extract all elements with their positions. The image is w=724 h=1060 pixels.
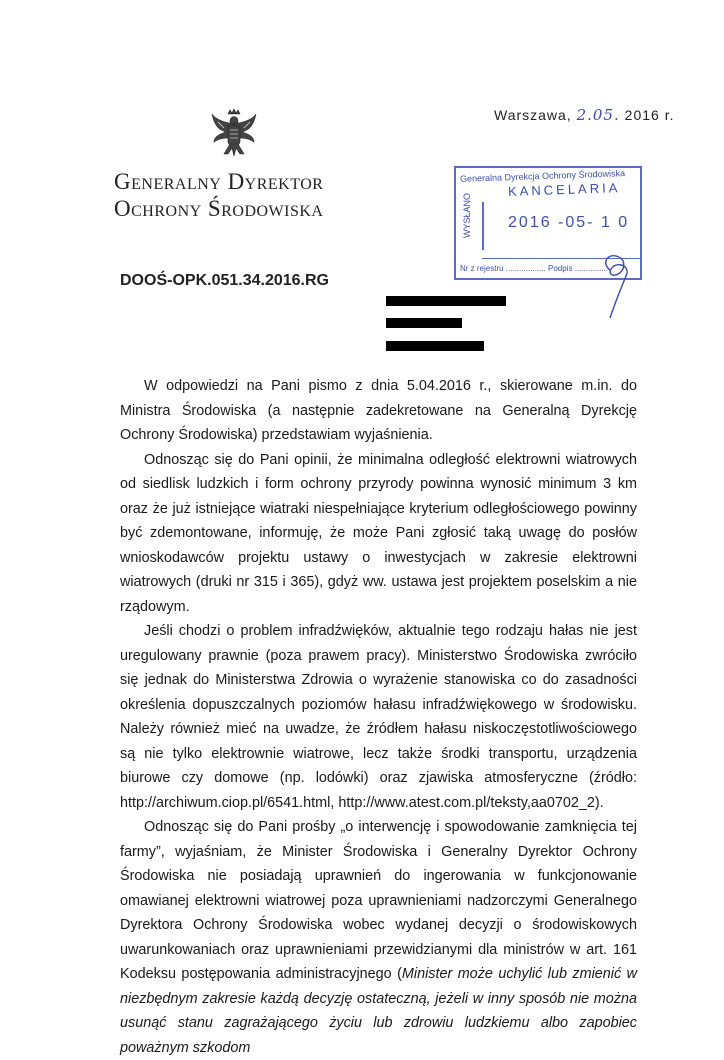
paragraph-2: Odnosząc się do Pani opinii, że minimalna odległość elektrowni wiatrowych od siedlisk ludzkich i form ochrony przyrody powinna wynosić minimum 3 km oraz że już istniejące wiatraki niespełniające kryterium odległościowego powinny być zdemontowane, informuję, że może Pani zgłosić taką uwagę do posłów wnioskodawców projektu ustawy o inwestycjach w zakresie elektrowni wiatrowych (druki nr 315 i 365), gdyż ww. ustawa jest projektem poselskim a nie rządowym.	[120, 451, 637, 615]
redaction-bar-3	[386, 341, 484, 351]
organization-name	[114, 168, 374, 222]
polish-eagle-emblem-icon	[210, 108, 258, 160]
paragraph-4	[120, 815, 637, 1060]
letter-body	[120, 374, 637, 1060]
date-prefix: Warszawa,	[494, 107, 572, 123]
org-line-1: Generalny Dyrektor	[114, 169, 324, 194]
date-handwritten: 2.05.	[576, 106, 620, 124]
paragraph-3: Jeśli chodzi o problem infradźwięków, aktualnie tego rodzaju hałas nie jest uregulowany prawnie (poza prawem pracy). Ministerstwo Środowiska zwróciło się jednak do Ministerstwa Zdrowia o wyrażenie stanowiska co do zasadności określenia dopuszczalnych poziomów hałasu infradźwiękowego w środowisku. Należy również mieć na uwadze, że źródłem hałasu niskoczęstotliwościowego są nie tylko elektrownie wiatrowe, lecz także środki transportu, urządzenia biurowe czy domowe (np. lodówki) oraz zjawiska atmosferyczne (źródło: http://archiwum.ciop.pl/6541.html, http://www.atest.com.pl/teksty,aa0702_2).	[120, 623, 637, 811]
stamp-line-2: KANCELARIA	[507, 180, 621, 199]
redaction-bar-1	[386, 296, 506, 306]
redaction-bar-2	[386, 318, 462, 328]
paragraph-1: W odpowiedzi na Pani pismo z dnia 5.04.2016 r., skierowane m.in. do Ministra Środowiska (a następnie zadekretowane na Generalną Dyrekcję Ochrony Środowiska) przedstawiam wyjaśnienia.	[120, 378, 637, 443]
paragraph-4-quote: Minister może uchylić lub zmienić w niezbędnym zakresie każdą decyzję ostateczną, jeżeli w inny sposób nie można usunąć stanu zagrażającego życiu lub zdrowiu ludzkiemu albo zapobiec poważnym szkodom	[120, 966, 637, 1056]
letter-date	[494, 106, 675, 124]
paragraph-4-text: Odnosząc się do Pani prośby „o interwencję i spowodowanie zamknięcia tej farmy”, wyjaśniam, że Minister Środowiska i Generalny Dyrektor Ochrony Środowiska nie posiadają uprawnień do ingerowania w funkcjonowanie omawianej elektrowni wiatrowej poza uprawnieniami nadzorczymi Generalnego Dyrektora Ochrony Środowiska wobec wydanej decyzji o środowiskowych uwarunkowaniach oraz uprawnieniami przewidzianymi dla ministrów w art. 161 Kodeksu postępowania administracyjnego (	[120, 819, 637, 982]
handwritten-signature	[596, 250, 640, 322]
stamp-footer: Nr z rejestru .................. Podpis ...............	[460, 264, 609, 273]
org-line-2: Ochrony Środowiska	[114, 196, 324, 221]
stamp-line-1: Generalna Dyrekcja Ochrony Środowiska	[459, 168, 626, 184]
case-number: DOOŚ-OPK.051.34.2016.RG	[120, 272, 329, 289]
stamp-date: 2016 -05- 1 0	[508, 214, 630, 231]
date-suffix: 2016 r.	[624, 107, 675, 123]
stamp-side-label: WYSŁANO	[462, 192, 472, 238]
stamp-bracket	[482, 202, 485, 250]
